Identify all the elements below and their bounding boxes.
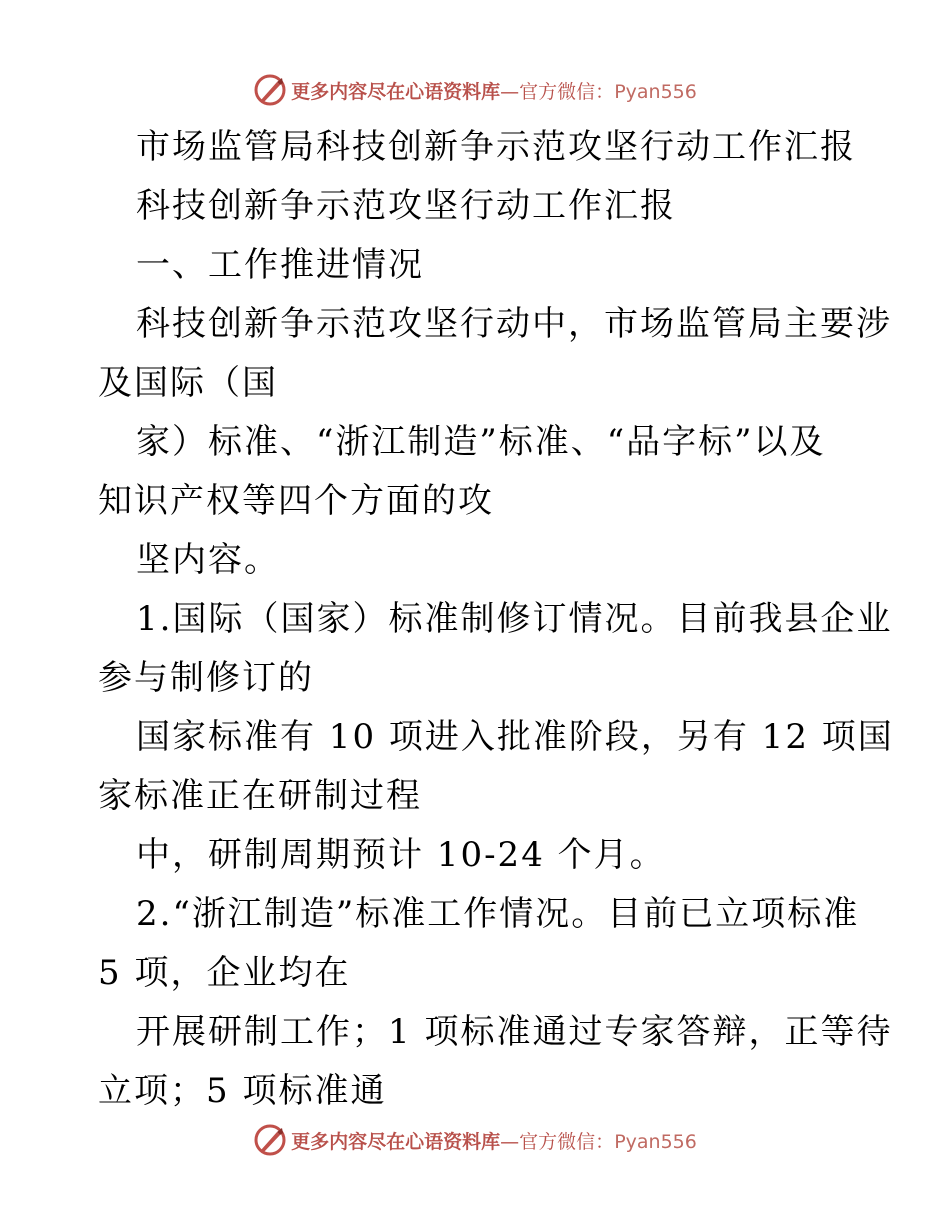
pen-logo-icon [253, 1123, 287, 1157]
text-line: 家）标准、“浙江制造”标准、“品字标”以及 [136, 422, 826, 462]
text-line: 一、工作推进情况 [136, 245, 424, 285]
text-line: 参与制修订的 [98, 658, 314, 698]
text-line: 5 项，企业均在 [98, 953, 351, 993]
text-line: 中，研制周期预计 10-24 个月。 [136, 835, 666, 875]
header-watermark [0, 70, 950, 110]
text-line: 立项；5 项标准通 [98, 1071, 387, 1111]
text-line: 市场监管局科技创新争示范攻坚行动工作汇报 [136, 127, 856, 167]
watermark-text: 更多内容尽在心语资料库—官方微信：Pyan556 [291, 80, 697, 103]
text-line: 科技创新争示范攻坚行动中，市场监管局主要涉 [136, 304, 892, 344]
text-line: 科技创新争示范攻坚行动工作汇报 [136, 186, 676, 226]
pen-logo-icon [253, 73, 287, 107]
text-line: 坚内容。 [136, 540, 280, 580]
footer-watermark [0, 1120, 950, 1160]
text-line: 开展研制工作；1 项标准通过专家答辩，正等待 [136, 1012, 893, 1052]
document-body [98, 118, 894, 1121]
text-line: 2.“浙江制造”标准工作情况。目前已立项标准 [136, 894, 860, 934]
text-line: 国家标准有 10 项进入批准阶段，另有 12 项国 [136, 717, 894, 757]
watermark-text: 更多内容尽在心语资料库—官方微信：Pyan556 [291, 1130, 697, 1153]
text-line: 家标准正在研制过程 [98, 776, 422, 816]
text-line: 及国际（国 [98, 363, 278, 403]
text-line: 知识产权等四个方面的攻 [98, 481, 494, 521]
text-line: 1.国际（国家）标准制修订情况。目前我县企业 [136, 599, 893, 639]
